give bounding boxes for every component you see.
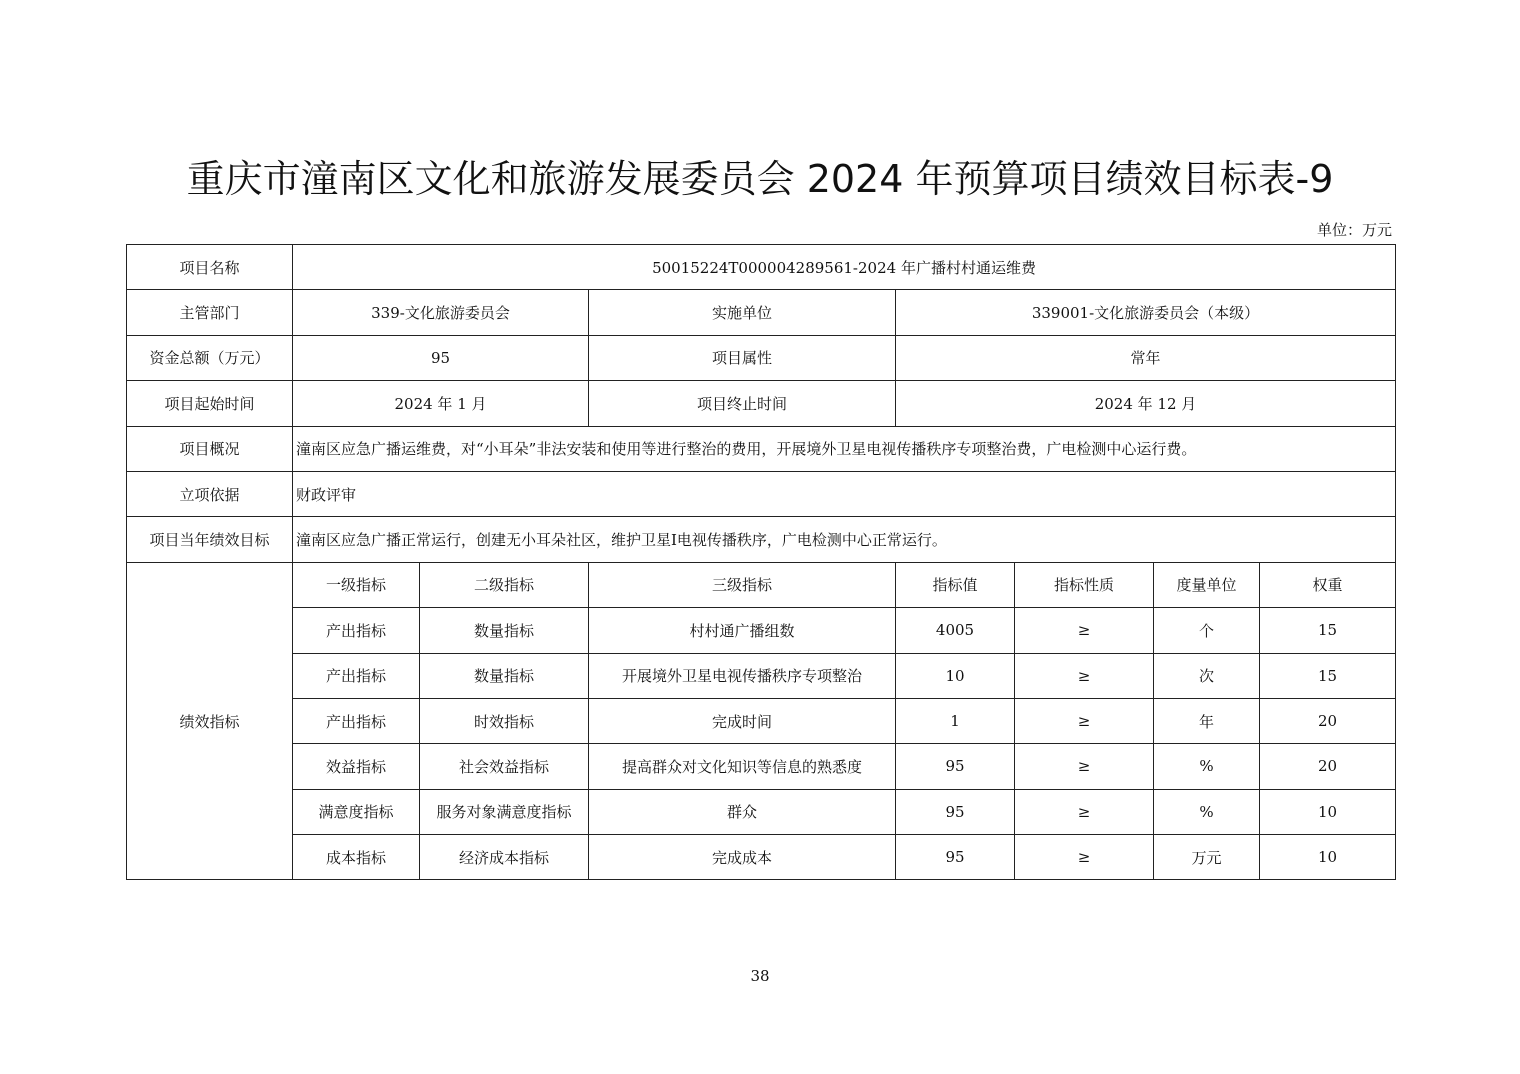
cell: 成本指标 [293,835,420,880]
fund-value: 95 [293,335,589,380]
table-row [127,698,1396,743]
end-label: 项目终止时间 [589,381,896,426]
cell: ≥ [1015,744,1154,789]
cell: 95 [896,744,1015,789]
cell: 产出指标 [293,653,420,698]
cell: 20 [1260,744,1396,789]
cell: 万元 [1154,835,1260,880]
cell: 完成时间 [589,698,896,743]
impl-value: 339001-文化旅游委员会（本级） [896,290,1396,335]
attr-label: 项目属性 [589,335,896,380]
row-goal [127,517,1396,562]
cell: 次 [1154,653,1260,698]
header-cell: 度量单位 [1154,562,1260,607]
cell: 群众 [589,789,896,834]
table-row [127,835,1396,880]
attr-value: 常年 [896,335,1396,380]
cell: 产出指标 [293,608,420,653]
header-cell: 权重 [1260,562,1396,607]
cell: 20 [1260,698,1396,743]
cell: 4005 [896,608,1015,653]
indicator-header-row [127,562,1396,607]
cell: 完成成本 [589,835,896,880]
cell: 时效指标 [420,698,589,743]
unit-label: 单位：万元 [1316,221,1392,239]
indicator-section-label: 绩效指标 [127,562,293,880]
cell: 服务对象满意度指标 [420,789,589,834]
dept-label: 主管部门 [127,290,293,335]
cell: 95 [896,789,1015,834]
goal-label: 项目当年绩效目标 [127,517,293,562]
cell: ≥ [1015,653,1154,698]
row-basis [127,471,1396,516]
page-number: 38 [750,967,770,985]
cell: 15 [1260,608,1396,653]
performance-table [126,244,1396,880]
basis-label: 立项依据 [127,471,293,516]
cell: 10 [1260,835,1396,880]
overview-label: 项目概况 [127,426,293,471]
cell: 开展境外卫星电视传播秩序专项整治 [589,653,896,698]
project-name-label: 项目名称 [127,245,293,290]
header-cell: 三级指标 [589,562,896,607]
dept-value: 339-文化旅游委员会 [293,290,589,335]
cell: ≥ [1015,835,1154,880]
header-cell: 指标值 [896,562,1015,607]
header-cell: 指标性质 [1015,562,1154,607]
cell: 经济成本指标 [420,835,589,880]
end-value: 2024 年 12 月 [896,381,1396,426]
cell: ≥ [1015,608,1154,653]
header-cell: 一级指标 [293,562,420,607]
cell: 效益指标 [293,744,420,789]
overview-value: 潼南区应急广播运维费，对“小耳朵”非法安装和使用等进行整治的费用，开展境外卫星电视传播秩序专项整治费，广电检测中心运行费。 [293,426,1396,471]
cell: % [1154,744,1260,789]
cell: 数量指标 [420,608,589,653]
row-dept [127,290,1396,335]
row-time [127,381,1396,426]
basis-value: 财政评审 [293,471,1396,516]
cell: 数量指标 [420,653,589,698]
header-cell: 二级指标 [420,562,589,607]
project-name-value: 50015224T000004289561-2024 年广播村村通运维费 [293,245,1396,290]
cell: 个 [1154,608,1260,653]
cell: 村村通广播组数 [589,608,896,653]
goal-value: 潼南区应急广播正常运行，创建无小耳朵社区，维护卫星Ⅰ电视传播秩序，广电检测中心正常运行。 [293,517,1396,562]
row-overview [127,426,1396,471]
page-title: 重庆市潼南区文化和旅游发展委员会 2024 年预算项目绩效目标表-9 [186,157,1334,201]
cell: % [1154,789,1260,834]
cell: 1 [896,698,1015,743]
start-label: 项目起始时间 [127,381,293,426]
start-value: 2024 年 1 月 [293,381,589,426]
impl-label: 实施单位 [589,290,896,335]
table-row [127,789,1396,834]
fund-label: 资金总额（万元） [127,335,293,380]
cell: 社会效益指标 [420,744,589,789]
cell: 10 [896,653,1015,698]
cell: 提高群众对文化知识等信息的熟悉度 [589,744,896,789]
cell: 满意度指标 [293,789,420,834]
row-project-name [127,245,1396,290]
cell: ≥ [1015,698,1154,743]
cell: 年 [1154,698,1260,743]
cell: ≥ [1015,789,1154,834]
table-row [127,653,1396,698]
cell: 10 [1260,789,1396,834]
row-fund [127,335,1396,380]
table-row [127,608,1396,653]
cell: 产出指标 [293,698,420,743]
cell: 95 [896,835,1015,880]
cell: 15 [1260,653,1396,698]
table-row [127,744,1396,789]
